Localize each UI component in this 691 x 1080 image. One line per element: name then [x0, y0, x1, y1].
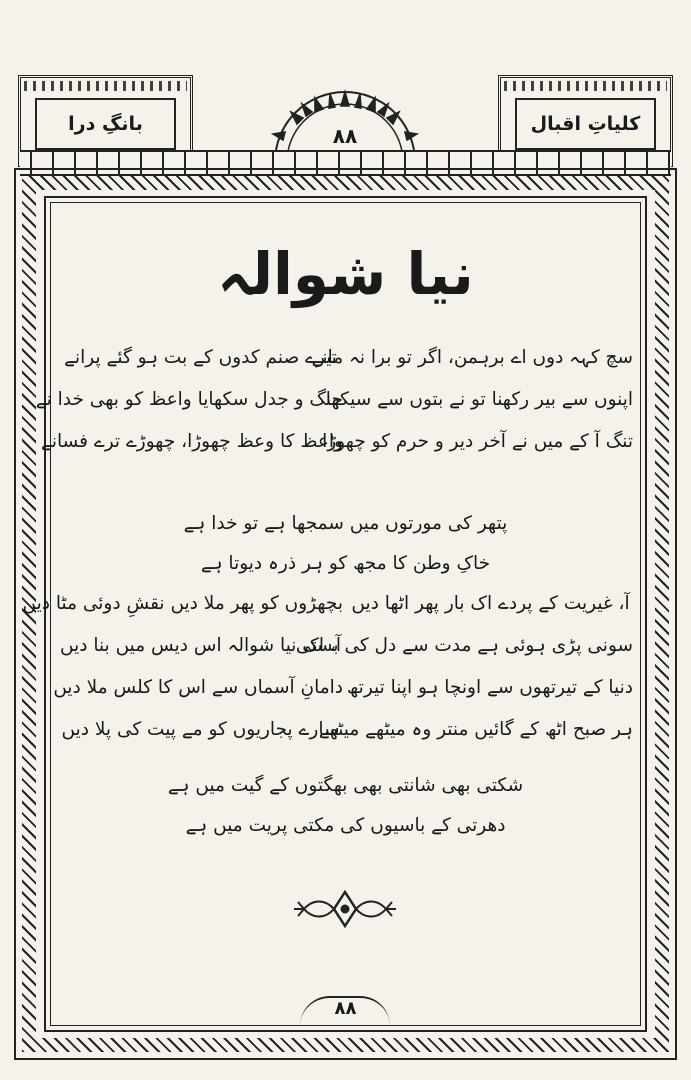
couplet [58, 712, 633, 748]
center-misra: شکتی بھی شانتی بھی بھگتوں کے گیت میں ہے [167, 775, 524, 796]
footer-page-number: ۸۸ [334, 998, 357, 1019]
couplet [41, 424, 633, 460]
center-misra: پتھر کی مورتوں میں سمجھا ہے تو خدا ہے [183, 513, 508, 534]
header-left-inner [35, 98, 176, 150]
poem-title: نیا شوالہ [217, 240, 474, 308]
couplet [35, 382, 633, 418]
couplet [53, 670, 633, 706]
misra-left: سارے پجاریوں کو مے پیت کی پلا دیں [61, 719, 340, 740]
book-section-title: بانگِ درا [68, 113, 143, 135]
couplet [58, 628, 633, 664]
misra-left: واعظ کا وعظ چھوڑا، چھوڑے ترے فسانے [41, 431, 343, 452]
center-misra: دھرتی کے باسیوں کی مکتی پریت میں ہے [185, 815, 506, 836]
misra-left: دامانِ آسماں سے اس کا کلس ملا دیں [53, 677, 343, 698]
misra-right: سونی پڑی ہوئی ہے مدت سے دل کی بستی [295, 635, 633, 656]
misra-left: تیرے صنم کدوں کے بت ہو گئے پرانے [64, 347, 337, 368]
misra-right: آ، غیریت کے پردے اک بار پھر اٹھا دیں [351, 593, 630, 614]
header-page-number: ۸۸ [332, 124, 358, 148]
couplet [58, 340, 633, 376]
header-ornament-dots [24, 81, 187, 91]
misra-left: آ، اک نیا شوالہ اس دیس میں بنا دیں [59, 635, 341, 656]
fleuron-ornament-icon [290, 888, 400, 930]
misra-left: جنگ و جدل سکھایا واعظ کو بھی خدا نے [35, 389, 343, 410]
misra-right: ہر صبح اٹھ کے گائیں منتر وہ میٹھے میٹھے [318, 719, 633, 740]
misra-right: تنگ آ کے میں نے آخر دیر و حرم کو چھوڑا [322, 431, 633, 452]
misra-right: اپنوں سے بیر رکھنا تو نے بتوں سے سیکھا [325, 389, 633, 410]
header-right-inner [515, 98, 656, 150]
header-ornament-dots [504, 81, 667, 91]
book-title: کلیاتِ اقبال [530, 113, 641, 135]
couplet [22, 586, 633, 622]
misra-left: بچھڑوں کو پھر ملا دیں نقشِ دوئی مٹا دیں [22, 593, 343, 614]
misra-right: سچ کہہ دوں اے برہمن، اگر تو برا نہ مانے [311, 347, 633, 368]
center-misra: خاکِ وطن کا مجھ کو ہر ذرہ دیوتا ہے [200, 553, 491, 574]
misra-right: دنیا کے تیرتھوں سے اونچا ہو اپنا تیرتھ [346, 677, 633, 698]
